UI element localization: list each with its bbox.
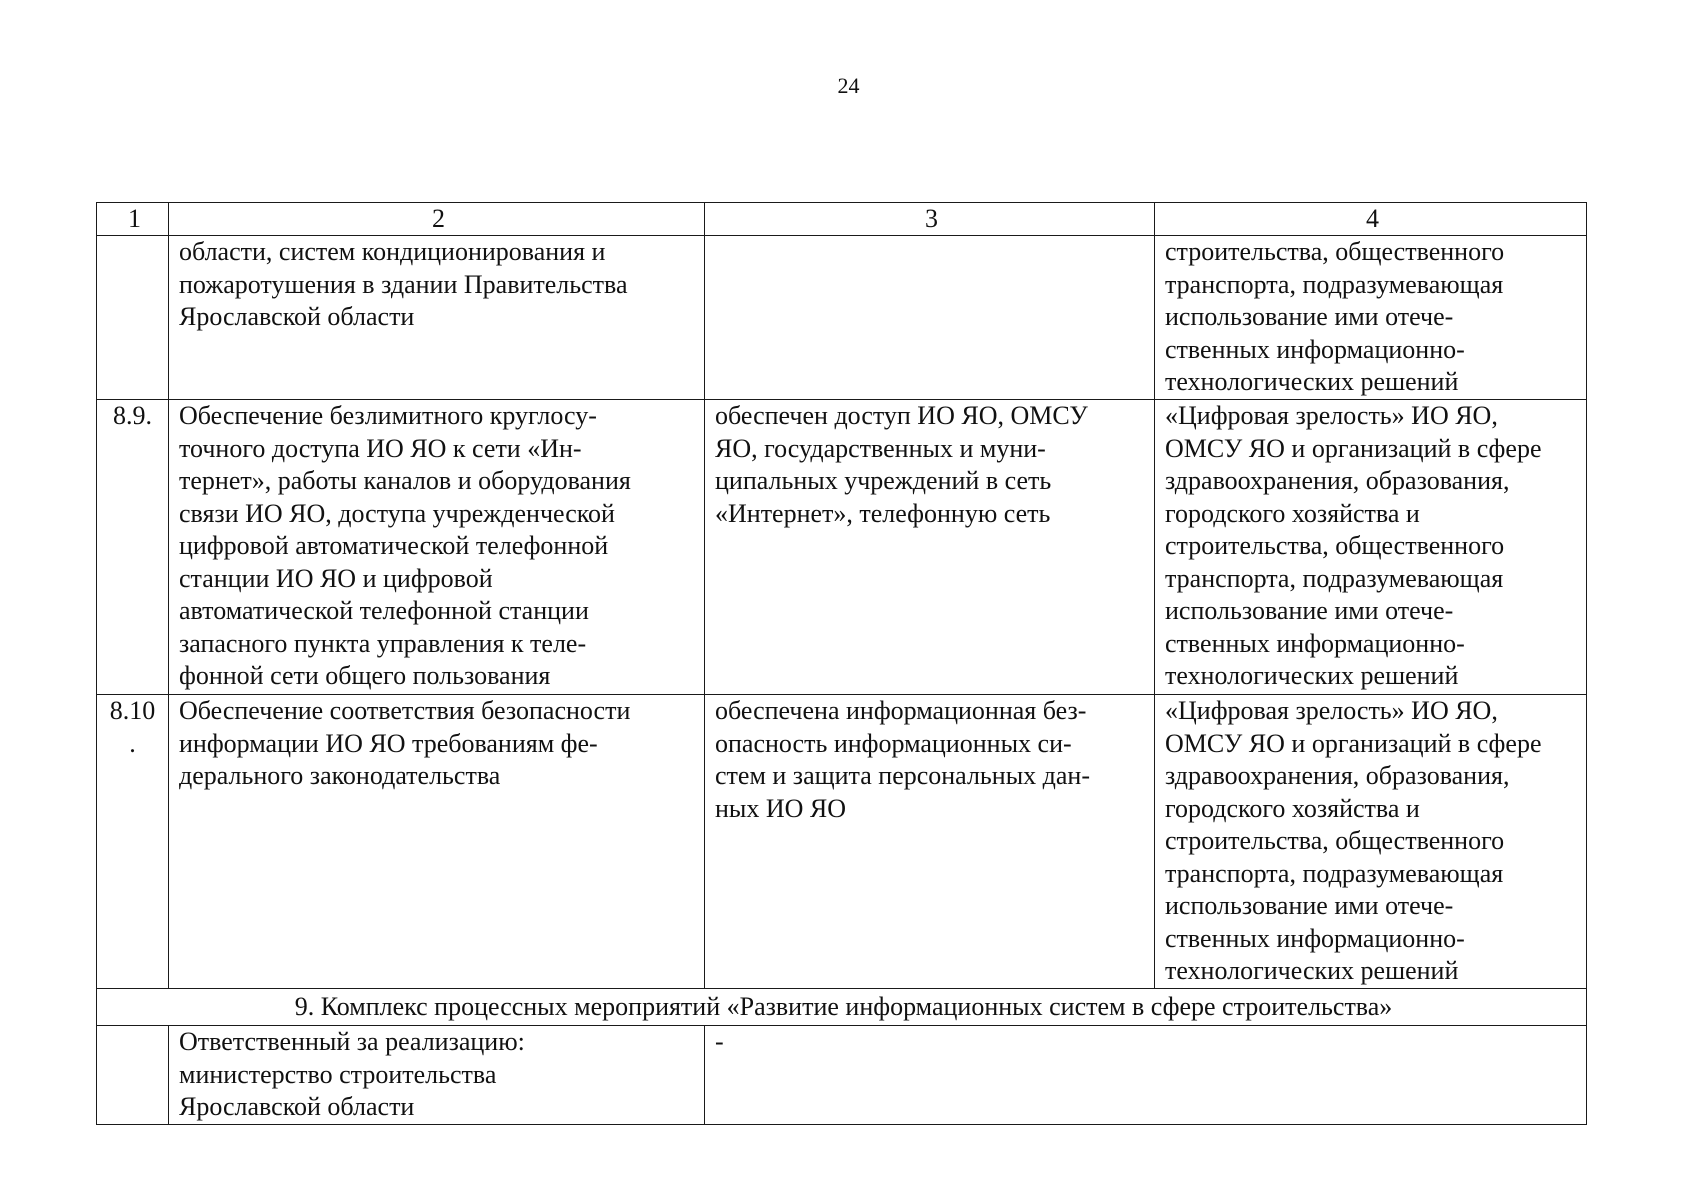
text-line: области, систем кондиционирования и [179, 237, 606, 266]
text-line: опасность информационных си- [715, 728, 1072, 758]
text-line: пожаротушения в здании Правительства [179, 269, 628, 299]
text-line: обеспечен доступ ИО ЯО, ОМСУ [715, 401, 1088, 430]
text-line: «Цифровая зрелость» ИО ЯО, [1165, 401, 1498, 430]
text-line: цифровой автоматической телефонной [179, 531, 609, 560]
text-line: использование ими отече- [1165, 891, 1454, 920]
text-line: связи ИО ЯО, доступа учрежденческой [179, 498, 615, 528]
header-row [97, 203, 1587, 236]
text-line: ственных информационно- [1165, 334, 1465, 364]
row-number-cell [97, 236, 169, 400]
responsible-label-cell [169, 1026, 705, 1125]
measure-description-cell [169, 400, 705, 695]
text-line: точного доступа ИО ЯО к сети «Ин- [179, 433, 582, 463]
text-line: министерство строительства [179, 1059, 497, 1089]
text-line: городского хозяйства и [1165, 793, 1420, 823]
section-title: 9. Комплекс процессных мероприятий «Развитие информационных систем в сфере строительства» [97, 989, 1587, 1026]
header-cell-1: 1 [97, 203, 169, 236]
text-line: транспорта, подразумевающая [1165, 563, 1504, 593]
text-line: станции ИО ЯО и цифровой [179, 563, 493, 593]
text-line: строительства, общественного [1165, 531, 1505, 560]
text-line: ственных информационно- [1165, 628, 1465, 658]
text-line: технологических решений [1165, 956, 1459, 985]
text-line: ственных информационно- [1165, 923, 1465, 953]
text-line: строительства, общественного [1165, 237, 1505, 266]
text-line: ЯО, государственных и муни- [715, 433, 1046, 463]
text-line: тернет», работы каналов и оборудования [179, 466, 631, 495]
text-line: транспорта, подразумевающая [1165, 858, 1504, 888]
result-cell [705, 236, 1155, 400]
text-line: ципальных учреждений в сеть [715, 466, 1052, 495]
table-row-8-10 [97, 695, 1587, 989]
result-cell [705, 695, 1155, 989]
text-line: ОМСУ ЯО и организаций в сфере [1165, 728, 1542, 758]
text-line: обеспечена информационная без- [715, 696, 1087, 725]
section-row-9 [97, 989, 1587, 1026]
text-line: 8.10 [109, 696, 156, 725]
text-line: транспорта, подразумевающая [1165, 269, 1504, 299]
text-line: Ярославской области [179, 1092, 415, 1121]
measures-table [96, 202, 1587, 1125]
measure-description-cell [169, 236, 705, 400]
row-number-cell [97, 1026, 169, 1125]
text-line: ОМСУ ЯО и организаций в сфере [1165, 433, 1542, 463]
text-line: информации ИО ЯО требованиям фе- [179, 728, 598, 758]
measure-description-cell [169, 695, 705, 989]
text-line: Ответственный за реализацию: [179, 1027, 525, 1056]
text-line: фонной сети общего пользования [179, 661, 551, 690]
text-line: . [129, 728, 136, 758]
header-cell-3: 3 [705, 203, 1155, 236]
text-line: использование ими отече- [1165, 596, 1454, 625]
result-cell [705, 400, 1155, 695]
text-line: городского хозяйства и [1165, 498, 1420, 528]
table-row-responsible [97, 1026, 1587, 1125]
text-line: дерального законодательства [179, 761, 501, 790]
text-line: стем и защита персональных дан- [715, 761, 1091, 790]
text-line: ных ИО ЯО [715, 793, 847, 823]
row-number-cell: 8.9. [97, 400, 169, 695]
text-line: автоматической телефонной станции [179, 596, 589, 625]
page-number: 24 [837, 73, 860, 98]
text-line: «Цифровая зрелость» ИО ЯО, [1165, 696, 1498, 725]
table-row-8-9 [97, 400, 1587, 695]
header-cell-2: 2 [169, 203, 705, 236]
text-line: использование ими отече- [1165, 302, 1454, 331]
text-line: здравоохранения, образования, [1165, 761, 1510, 790]
text-line: технологических решений [1165, 661, 1459, 690]
text-line: строительства, общественного [1165, 826, 1505, 855]
indicator-cell [1155, 236, 1587, 400]
text-line: здравоохранения, образования, [1165, 466, 1510, 495]
header-cell-4: 4 [1155, 203, 1587, 236]
table-row-continuation [97, 236, 1587, 400]
text-line: «Интернет», телефонную сеть [715, 498, 1051, 528]
indicator-cell [1155, 695, 1587, 989]
responsible-value-cell: - [705, 1026, 1587, 1125]
text-line: запасного пункта управления к теле- [179, 628, 587, 658]
text-line: Обеспечение безлимитного круглосу- [179, 401, 597, 430]
indicator-cell [1155, 400, 1587, 695]
text-line: Ярославской области [179, 302, 415, 331]
text-line: Обеспечение соответствия безопасности [179, 696, 631, 725]
text-line: технологических решений [1165, 367, 1459, 396]
row-number-cell [97, 695, 169, 989]
